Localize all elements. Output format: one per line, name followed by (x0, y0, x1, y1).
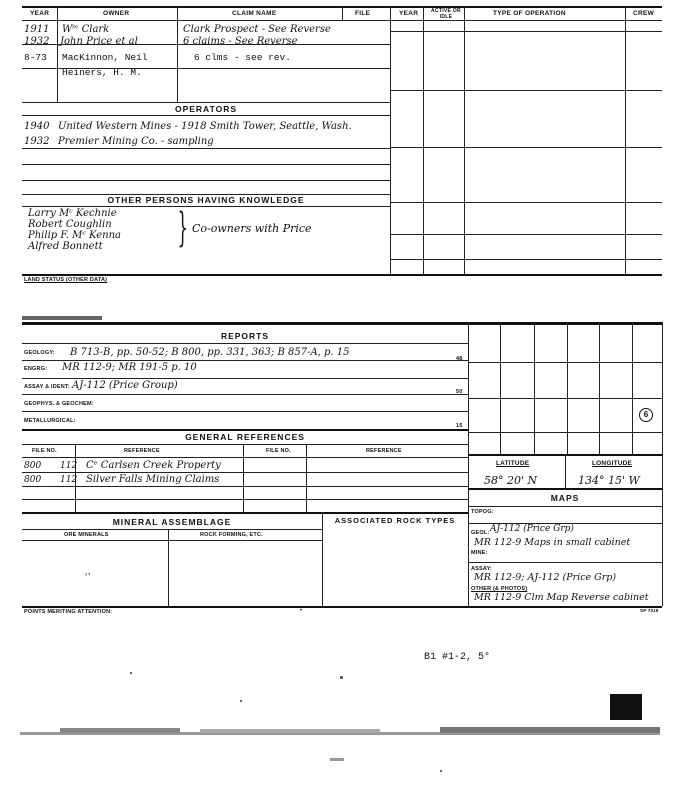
maps-title: MAPS (550, 493, 580, 503)
owner-row-2-year: 1932 (24, 36, 50, 47)
engrg-label: ENGRG: (24, 366, 48, 372)
header-year-2: YEAR (399, 10, 419, 17)
owner-row-4-owner: Heiners, H. M. (62, 67, 142, 78)
circled-number: 6 (639, 408, 653, 422)
other-person-4: Alfred Bonnett (28, 241, 103, 252)
other-person-3: Philip F. Mᶜ Kenna (28, 230, 121, 241)
gr-col-reference-1: REFERENCE (124, 448, 160, 454)
maps-assay-label: ASSAY: (471, 566, 493, 572)
metallurgical-label: METALLURGICAL: (24, 418, 76, 424)
margin-num-1: 48 (456, 356, 463, 362)
mine-label: MINE: (471, 550, 488, 556)
geology-label: GEOLOGY: (24, 350, 55, 356)
header-file: FILE (355, 10, 371, 17)
general-references-title: GENERAL REFERENCES (185, 432, 305, 442)
ore-minerals-label: ORE MINERALS (64, 532, 109, 538)
assay-value: AJ-112 (Price Group) (72, 380, 178, 391)
land-status-label: LAND STATUS (OTHER DATA) (24, 277, 108, 283)
other-photos-value: MR 112-9 Clm Map Reverse cabinet (474, 592, 649, 603)
mark: ‘ ’ (85, 572, 91, 583)
geol-value-2: MR 112-9 Maps in small cabinet (474, 537, 631, 548)
owner-row-3-year: 8-73 (24, 52, 47, 63)
header-active-idle: ACTIVE OR IDLE (431, 8, 461, 20)
dot: • (300, 608, 303, 614)
points-meriting-attention-label: POINTS MERITING ATTENTION: (24, 609, 113, 615)
mineral-assemblage-title: MINERAL ASSEMBLAGE (112, 517, 232, 527)
operators-title: OPERATORS (174, 104, 238, 114)
brace: } (177, 205, 188, 251)
geol-value: AJ-112 (Price Grp) (490, 524, 574, 534)
geophys-label: GEOPHYS. & GEOCHEM: (24, 401, 94, 407)
owner-row-3-owner: MacKinnon, Neil (62, 52, 148, 63)
other-person-1: Larry Mᶜ Kechnie (28, 208, 117, 219)
header-claim-name: CLAIM NAME (232, 10, 277, 17)
operator-row-1-text: United Western Mines - 1918 Smith Tower, Seattle, Wash. (58, 121, 352, 132)
owner-row-2-owner: John Price et al (60, 36, 138, 47)
owner-row-3-claim: 6 clms - see rev. (194, 52, 291, 63)
header-crew: CREW (633, 10, 655, 17)
header-year: YEAR (30, 10, 50, 17)
owner-row-2-claim: 6 claims - See Reverse (183, 36, 298, 47)
gr-row-1-num: 112 (60, 461, 78, 471)
other-persons-title: OTHER PERSONS HAVING KNOWLEDGE (107, 195, 305, 205)
gr-row-2-num: 112 (60, 475, 78, 485)
assay-label: ASSAY & IDENT: (24, 384, 70, 390)
maps-assay-value: MR 112-9; AJ-112 (Price Grp) (474, 572, 617, 583)
longitude-value: 134° 15' W (578, 474, 640, 487)
gr-row-1-file: 800 (24, 461, 42, 471)
gr-col-file-no-1: FILE NO. (32, 448, 57, 454)
gr-col-file-no-2: FILE NO. (266, 448, 291, 454)
other-persons-note: Co-owners with Price (192, 222, 312, 235)
gr-col-reference-2: REFERENCE (366, 448, 402, 454)
page-code: B1 #1-2, 5° (424, 652, 491, 663)
gr-row-2-file: 800 (24, 475, 42, 485)
margin-num-2: 50 (456, 389, 463, 395)
gr-row-2-ref: Silver Falls Mining Claims (86, 474, 220, 485)
owner-row-1-owner: Wᵐ Clark (62, 24, 110, 35)
topog-label: TOPOG: (471, 509, 494, 515)
other-photos-label: OTHER (& PHOTOS) (471, 586, 528, 592)
engrg-value: MR 112-9; MR 191-5 p. 10 (62, 362, 197, 373)
other-person-2: Robert Coughlin (28, 219, 112, 230)
gr-row-1-ref: Cᵉ Carlsen Creek Property (86, 460, 221, 471)
operator-row-2-text: Premier Mining Co. - sampling (58, 136, 214, 147)
associated-rock-types: ASSOCIATED ROCK TYPES (334, 516, 456, 525)
geol-label: GEOL: (471, 530, 490, 536)
geology-value: B 713-B, pp. 50-52; B 800, pp. 331, 363; B 857-A, p. 15 (70, 347, 350, 358)
form-number: SP 7018 (640, 608, 659, 613)
reports-title: REPORTS (220, 331, 270, 341)
header-owner: OWNER (103, 10, 130, 17)
owner-row-1-claim: Clark Prospect - See Reverse (183, 24, 331, 35)
rock-forming-label: ROCK FORMING, ETC. (200, 532, 263, 538)
header-type-of-operation: TYPE OF OPERATION (493, 10, 566, 17)
longitude-label: LONGITUDE (592, 460, 633, 467)
owner-row-1-year: 1911 (24, 24, 50, 35)
operator-row-2-year: 1932 (24, 136, 50, 147)
latitude-value: 58° 20' N (484, 474, 538, 487)
latitude-label: LATITUDE (496, 460, 530, 467)
margin-num-3: 15 (456, 423, 463, 429)
operator-row-1-year: 1940 (24, 121, 50, 132)
